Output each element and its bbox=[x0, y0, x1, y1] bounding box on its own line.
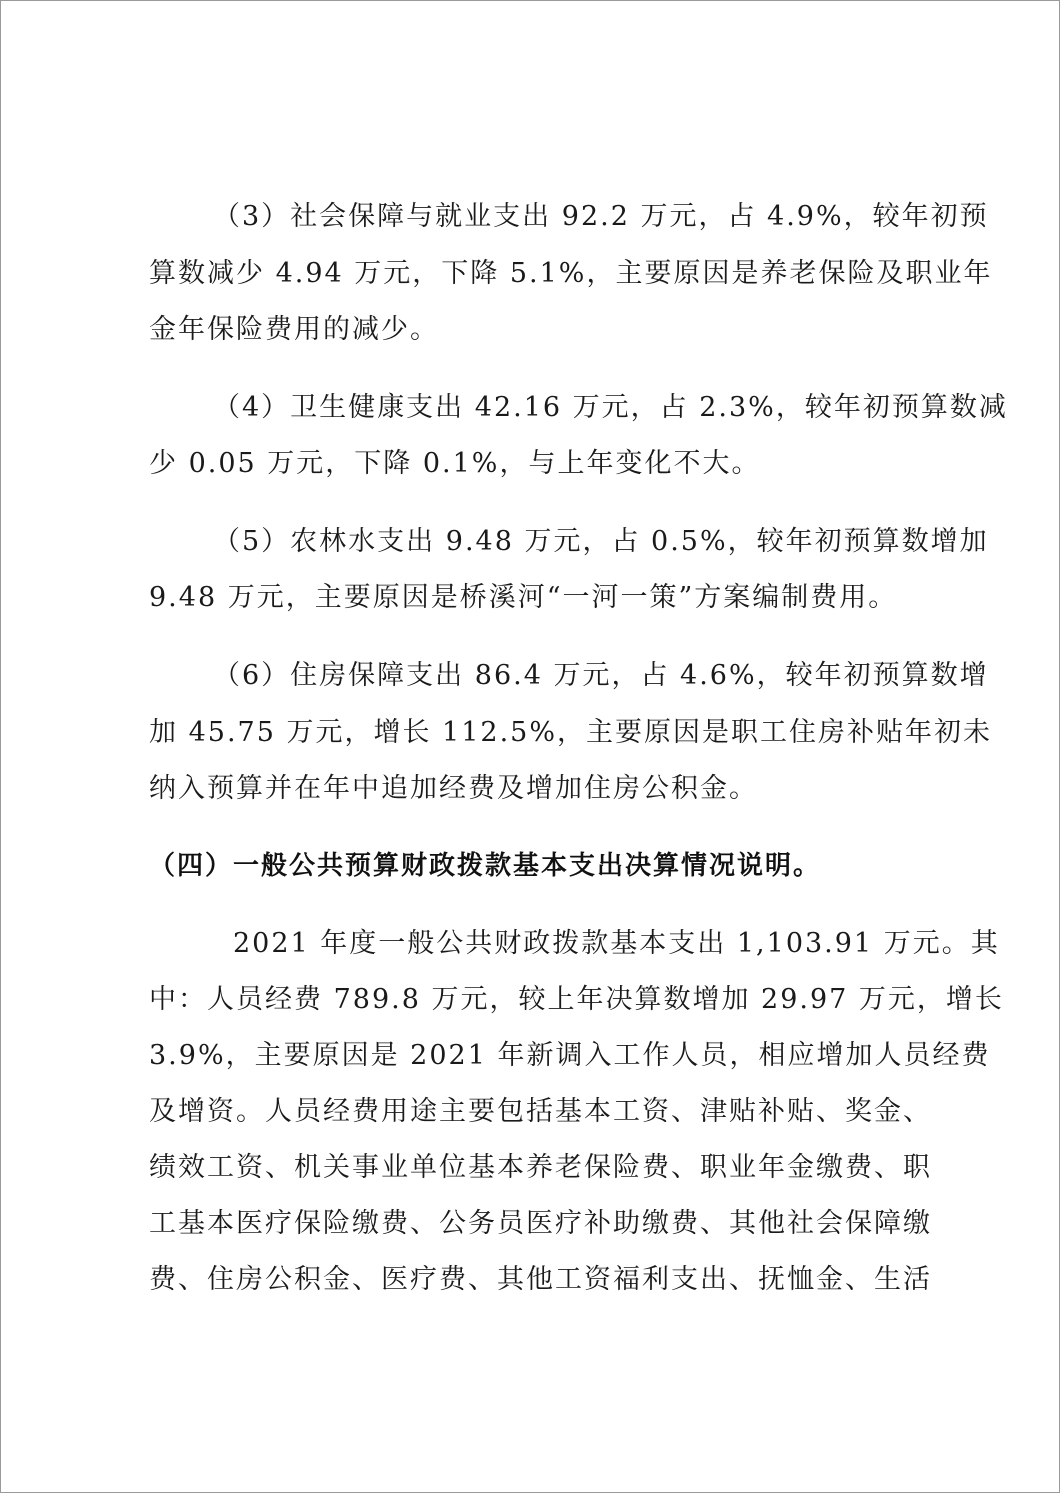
item-3-line-1: （3）社会保障与就业支出 92.2 万元，占 4.9%，较年初预 bbox=[213, 201, 989, 232]
summary-line-1: 2021 年度一般公共财政拨款基本支出 1,103.91 万元。其 bbox=[233, 928, 1000, 959]
item-6-line-1: （6）住房保障支出 86.4 万元，占 4.6%，较年初预算数增 bbox=[213, 660, 989, 691]
item-5-line-2: 9.48 万元，主要原因是桥溪河“一河一策”方案编制费用。 bbox=[149, 582, 898, 613]
item-6-line-2: 加 45.75 万元，增长 112.5%，主要原因是职工住房补贴年初未 bbox=[149, 717, 992, 748]
summary-line-6: 工基本医疗保险缴费、公务员医疗补助缴费、其他社会保障缴 bbox=[149, 1208, 932, 1239]
item-3-line-3: 金年保险费用的减少。 bbox=[149, 314, 439, 345]
summary-line-7: 费、住房公积金、医疗费、其他工资福利支出、抚恤金、生活 bbox=[149, 1264, 932, 1295]
summary-line-5: 绩效工资、机关事业单位基本养老保险费、职业年金缴费、职 bbox=[149, 1152, 932, 1183]
item-6-line-3: 纳入预算并在年中追加经费及增加住房公积金。 bbox=[149, 773, 758, 804]
item-3-line-2: 算数减少 4.94 万元，下降 5.1%，主要原因是养老保险及职业年 bbox=[149, 258, 993, 289]
summary-line-2: 中：人员经费 789.8 万元，较上年决算数增加 29.97 万元，增长 bbox=[149, 984, 1004, 1015]
item-4-line-1: （4）卫生健康支出 42.16 万元，占 2.3%，较年初预算数减 bbox=[213, 392, 1008, 423]
summary-line-3: 3.9%，主要原因是 2021 年新调入工作人员，相应增加人员经费 bbox=[149, 1040, 991, 1071]
item-4-line-2: 少 0.05 万元，下降 0.1%，与上年变化不大。 bbox=[149, 448, 761, 479]
summary-line-4: 及增资。人员经费用途主要包括基本工资、津贴补贴、奖金、 bbox=[149, 1096, 932, 1127]
section-heading: （四）一般公共预算财政拨款基本支出决算情况说明。 bbox=[149, 851, 822, 881]
item-5-line-1: （5）农林水支出 9.48 万元，占 0.5%，较年初预算数增加 bbox=[213, 526, 989, 557]
